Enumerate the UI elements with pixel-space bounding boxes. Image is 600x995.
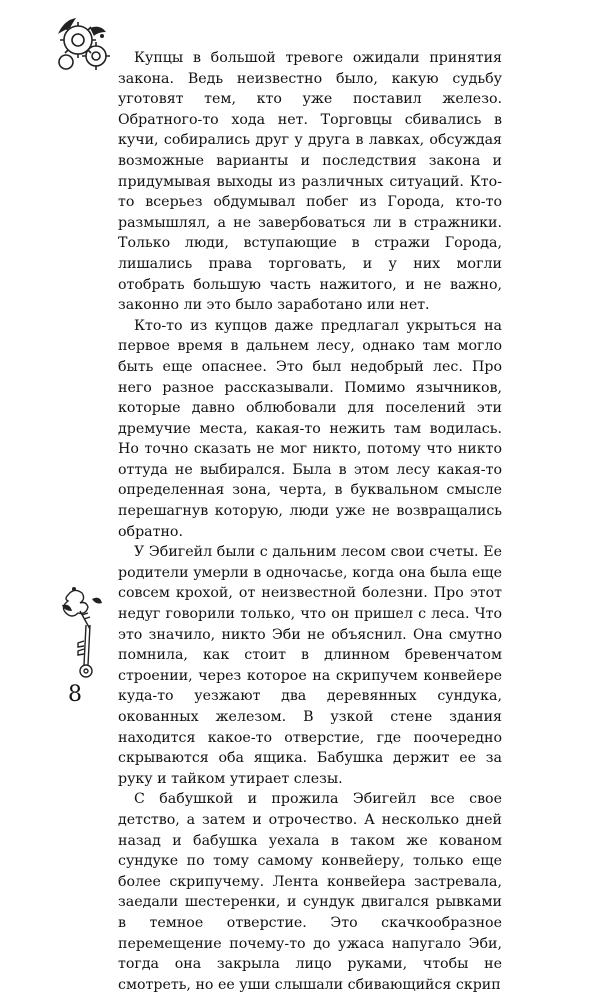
vintage-key-ornament-icon <box>58 585 106 695</box>
paragraph-1: Купцы в большой тревоге ожидали принятия закона. Ведь неизвестно было, какую судьбу уготовят тем, кто уже поставил железо. Обратного-то хода нет. Торговцы сбивались в кучи, собирались друг у друга в лавках, обсуждая возможные варианты и последствия закона и придумывая выходы из различных ситуаций. Кто-то всерьез обдумывал побег из Города, кто-то размышлял, а не завербоваться ли в стражники. Только люди, вступающие в стражи Города, лишались права торговать, и у них могли отобрать большую часть нажитого, и не важно, законно ли это было заработано или нет. <box>118 50 502 314</box>
page-number: 8 <box>68 682 82 707</box>
paragraph-2: Кто-то из купцов даже предлагал укрыться на первое время в дальнем лесу, однако там могло быть еще опаснее. Это был недобрый лес. Про него разное рассказывали. Помимо язычников, которые давно облюбовали для поселений эти дремучие места, какая-то нежить там водилась. Но точно сказать не мог никто, потому что никто оттуда не выбирался. Была в этом лесу какая-то определенная зона, черта, в буквальном смысле перешагнув которую, люди уже не возвращались обратно. <box>118 317 502 540</box>
clockwork-gears-ornament-icon <box>52 10 122 80</box>
paragraph-4: С бабушкой и прожила Эбигейл все свое детство, а затем и отрочество. А несколько дней назад и бабушка уехала в таком же кованом сундуке по тому самому конвейеру, только еще более скрипучему. Лента конвейера застревала, заедали шестеренки, и сундук двигался рывками в темное отверстие. Это скачкообразное перемещение почему-то до ужаса напугало Эби, тогда она закрыла лицо руками, чтобы не смотреть, но ее уши слышали сбивающийся скрип <box>118 791 502 993</box>
paragraph-3: У Эбигейл были с дальним лесом свои счеты. Ее родители умерли в одночасье, когда она была еще совсем крохой, от неизвестной болезни. Про этот недуг говорили только, что он пришел с леса. Что это значило, никто Эби не объяснил. Она смутно помнила, как стоит в длинном бревенчатом строении, через которое на скрипучем конвейере куда-то уезжают два деревянных сундука, окованных железом. В узкой стене здания находится какое-то отверстие, где поочередно скрываются оба ящика. Бабушка держит ее за руку и тайком утирает слезы. <box>118 544 502 787</box>
main-text <box>118 48 502 995</box>
